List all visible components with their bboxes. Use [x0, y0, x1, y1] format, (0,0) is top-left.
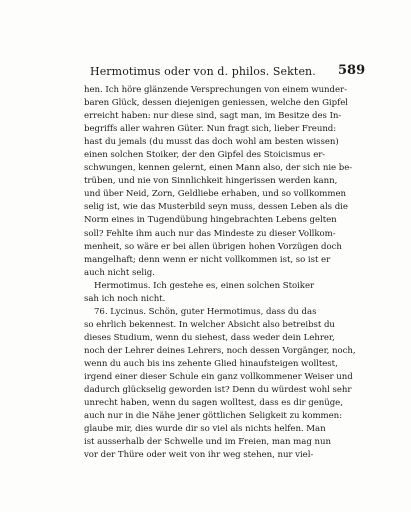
- text-line: irgend einer dieser Schule ein ganz vollkommener Weiser und: [84, 372, 353, 383]
- text-line: einen solchen Stoiker, der den Gipfel des Stoicismus er-: [84, 150, 326, 161]
- text-line: begriffs aller wahren Güter. Nun fragt sich, lieber Freund:: [84, 124, 337, 135]
- text-line: selig ist, wie das Musterbild seyn muss, dessen Leben als die: [84, 202, 348, 213]
- text-line: menheit, so wäre er bei allen übrigen hohen Vorzügen doch: [84, 241, 342, 252]
- text-line: soll? Fehlte ihm auch nur das Mindeste zu dieser Vollkom-: [84, 228, 336, 239]
- text-line: noch der Lehrer deines Lehrers, noch dessen Vorgänger, noch,: [84, 345, 356, 356]
- text-line: baren Glück, dessen diejenigen geniessen, welche den Gipfel: [84, 98, 348, 109]
- text-line: schwungen, kennen gelernt, einen Mann also, der sich nie be-: [84, 163, 353, 174]
- text-line: sah ich noch nicht.: [84, 293, 166, 304]
- text-line: hast du jemals (du musst das doch wohl am besten wissen): [84, 137, 339, 148]
- speaker-line: Hermotimus. Ich gestehe es, einen solchen Stoiker: [94, 280, 315, 291]
- text-line: dadurch glückselig geworden ist? Denn du würdest wohl sehr: [84, 385, 352, 396]
- text-line: Norm eines in Tugendübung hingebrachten Lebens gelten: [84, 215, 337, 226]
- text-line: glaube mir, dies wurde dir so viel als nichts helfen. Man: [84, 424, 326, 435]
- running-title: Hermotimus oder von d. philos. Sekten.: [90, 65, 316, 78]
- text-line: ist ausserhalb der Schwelle und im Freien, man mag nun: [84, 437, 331, 448]
- text-line: und über Neid, Zorn, Geldliebe erhaben, und so vollkommen: [84, 189, 346, 200]
- text-line: dieses Studium, wenn du siehest, dass weder dein Lehrer,: [84, 332, 335, 343]
- page-number: 589: [338, 63, 366, 78]
- text-line: erreicht haben: nur diese sind, sagt man, im Besitze des In-: [84, 111, 342, 122]
- text-line: auch nur in die Nähe jener göttlichen Seligkeit zu kommen:: [84, 411, 343, 422]
- text-line: wenn du auch bis ins zehente Glied hinaufsteigen wolltest,: [84, 358, 338, 369]
- text-line: hen. Ich höre glänzende Versprechungen von einem wunder-: [84, 85, 347, 95]
- text-line: so ehrlich bekennest. In welcher Absicht also betreibst du: [84, 319, 335, 330]
- text-line: unrecht haben, wenn du sagen wolltest, dass es dir genüge,: [84, 398, 343, 409]
- body-text: [84, 84, 359, 462]
- text-line: trüben, und nie von Sinnlichkeit hingerissen werden kann,: [84, 176, 338, 187]
- text-line: auch nicht selig.: [84, 267, 155, 278]
- text-line: mangelhaft; denn wenn er nicht vollkommen ist, so ist er: [84, 254, 331, 265]
- section-start-line: 76. Lycinus. Schön, guter Hermotimus, dass du das: [94, 306, 317, 317]
- text-line: vor der Thüre oder weit von ihr weg stehen, nur viel-: [84, 450, 314, 461]
